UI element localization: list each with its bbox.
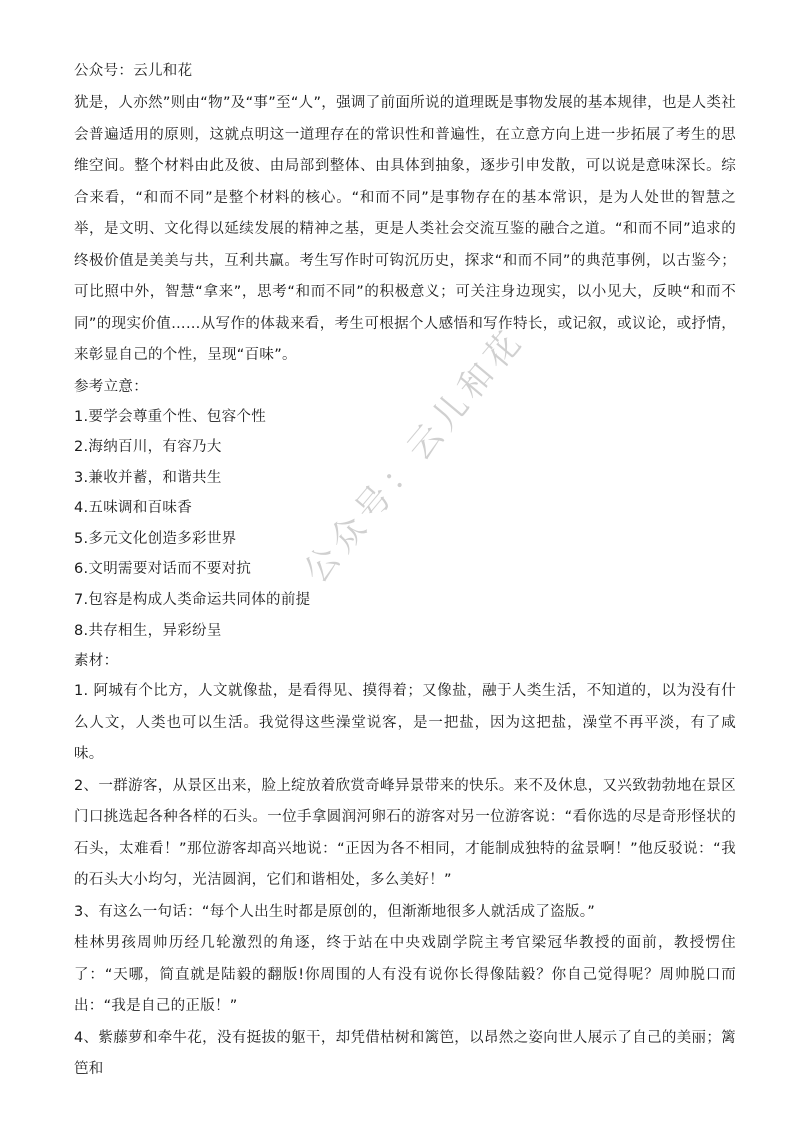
reference-list	[74, 402, 736, 647]
reference-item: 6.文明需要对话而不要对抗	[74, 561, 252, 578]
material-paragraph: 2、一群游客，从景区出来，脸上绽放着欣赏奇峰异景带来的快乐。来不及休息，又兴致勃勃地在景区门口挑选起各种各样的石头。一位手拿圆润河卵石的游客对另一位游客说：“看你选的尽是奇形怪状的石头，太难看！”那位游客却高兴地说：“正因为各不相同，才能制成独特的盆景啊！”他反驳说：“我的石头大小均匀，光洁圆润，它们和谐相处，多么美好！”	[74, 777, 736, 889]
material-paragraph: 3、有这么一句话：“每个人出生时都是原创的，但渐渐地很多人就活成了盗版。”	[74, 903, 596, 920]
material-list	[74, 676, 736, 1086]
account-header: 公众号：云儿和花	[74, 63, 193, 79]
reference-item: 8.共存相生，异彩纷呈	[74, 622, 222, 639]
reference-item: 4.五味调和百味香	[74, 500, 193, 517]
material-paragraph: 桂林男孩周帅历经几轮激烈的角逐，终于站在中央戏剧学院主考官梁冠华教授的面前，教授愣住了：“天哪，简直就是陆毅的翻版!你周围的人有没有说你长得像陆毅？你自己觉得呢？周帅脱口而出：“我是自己的正版！”	[74, 935, 736, 1015]
intro-paragraph: 犹是，人亦然”则由“物”及“事”至“人”，强调了前面所说的道理既是事物发展的基本规律，也是人类社会普遍适用的原则，这就点明这一道理存在的常识性和普遍性，在立意方向上进一步拓展了考生的思维空间。整个材料由此及彼、由局部到整体、由具体到抽象，逐步引申发散，可以说是意味深长。综合来看，“和而不同”是整个材料的核心。“和而不同”是事物存在的基本常识，是为人处世的智慧之举，是文明、文化得以延续发展的精神之基，更是人类社会交流互鉴的融合之道。“和而不同”追求的终极价值是美美与共，互利共赢。考生写作时可钩沉历史，探求“和而不同”的典范事例，以古鉴今；可比照中外，智慧“拿来”，思考“和而不同”的积极意义；可关注身边现实，以小见大，反映“和而不同”的现实价值……从写作的体裁来看，考生可根据个人感悟和写作特长，或记叙，或议论，或抒情，来彰显自己的个性，呈现“百味”。	[74, 95, 736, 363]
material-paragraph: 4、紫藤萝和牵牛花，没有挺拔的躯干，却凭借枯树和篱笆，以昂然之姿向世人展示了自己的美丽；篱笆和	[74, 1029, 736, 1078]
material-paragraph: 1. 阿城有个比方，人文就像盐，是看得见、摸得着；又像盐，融于人类生活，不知道的，以为没有什么人文，人类也可以生活。我觉得这些澡堂说客，是一把盐，因为这把盐，澡堂不再平淡，有了咸味。	[74, 683, 736, 763]
material-heading: 素材：	[74, 653, 119, 670]
reference-item: 1.要学会尊重个性、包容个性	[74, 408, 267, 425]
reference-item: 2.海纳百川，有容乃大	[74, 439, 222, 456]
reference-item: 3.兼收并蓄，和谐共生	[74, 469, 222, 486]
document-page	[74, 58, 736, 1086]
reference-item: 5.多元文化创造多彩世界	[74, 530, 237, 547]
reference-heading: 参考立意：	[74, 378, 148, 395]
reference-item: 7.包容是构成人类命运共同体的前提	[74, 592, 311, 609]
watermark: 公众号：云儿和花	[296, 320, 533, 591]
